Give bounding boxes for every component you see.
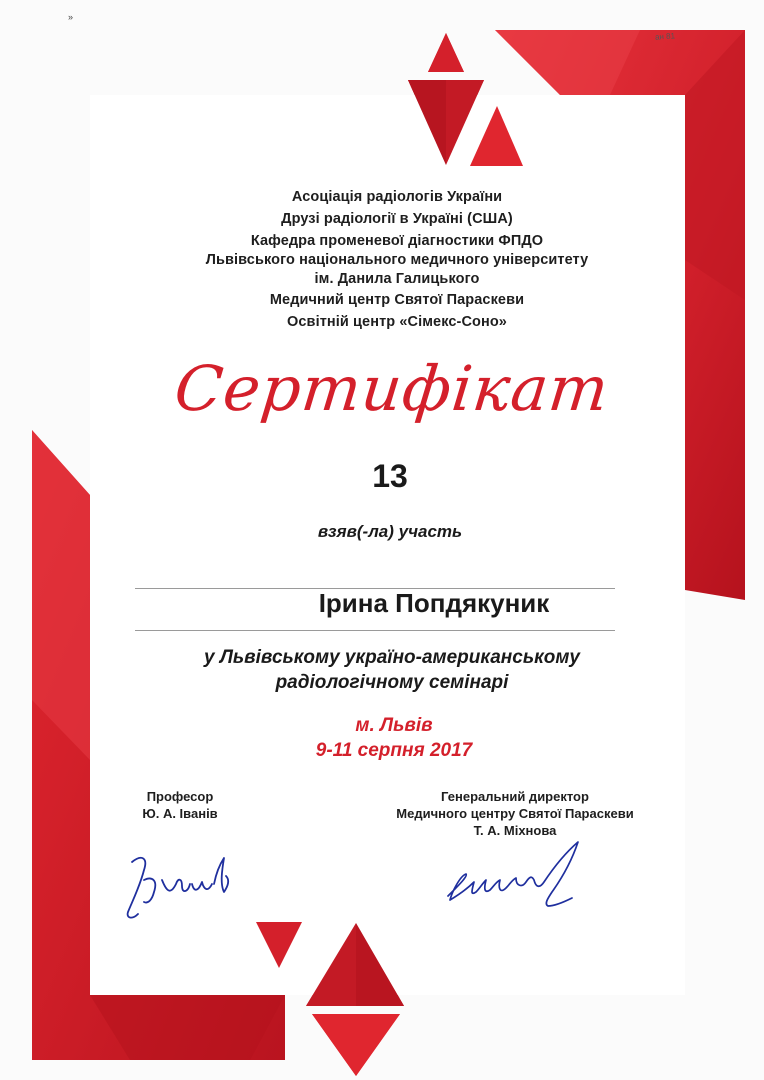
- organization-line: Асоціація радіологів України: [291, 189, 503, 205]
- signature-right: [440, 836, 590, 926]
- signatory-right-org: Медичного центру Святої Параскеви: [396, 806, 634, 821]
- recipient-name: Ірина Попдякуник: [318, 588, 550, 618]
- organizations-list: [15, 186, 764, 333]
- organization-line: Друзі радіології в Україні (США): [281, 211, 513, 227]
- participation-label: взяв(-ла) участь: [317, 522, 463, 541]
- organization-line: Львівського національного медичного університету: [205, 252, 589, 268]
- signatory-left-name: Ю. А. Іванів: [142, 806, 218, 821]
- event-description: [10, 645, 764, 695]
- organization-line: Кафедра променевої діагностики ФПДО: [250, 233, 544, 249]
- signatory-right: [380, 788, 650, 839]
- certificate-number: 13: [372, 458, 408, 494]
- organization-line: ім. Данила Галицького: [314, 271, 480, 287]
- event-place-date: [12, 713, 764, 763]
- signatory-right-title: Генеральний директор: [441, 789, 589, 804]
- certificate-title: Сертифікат: [171, 352, 613, 425]
- organization-line: Освітній центр «Сімекс-Соно»: [287, 314, 507, 330]
- signature-left: [118, 840, 238, 925]
- event-dates: 9-11 серпня 2017: [315, 740, 473, 761]
- event-city: м. Львів: [355, 715, 433, 736]
- event-line: радіологічному семінарі: [275, 672, 509, 693]
- organization-line: Медичний центр Святої Параскеви: [269, 292, 525, 308]
- signatory-left-title: Професор: [146, 789, 214, 804]
- scan-mark-top-right: ан 81: [654, 31, 676, 42]
- signatory-left: [95, 788, 265, 822]
- name-rule-bottom: [135, 630, 615, 631]
- signatory-right-name: Т. А. Міхнова: [473, 823, 557, 838]
- event-line: у Львівському україно-американському: [204, 647, 580, 668]
- bottom-logo-mark: [256, 922, 404, 1076]
- top-logo-mark: [408, 33, 523, 166]
- scan-mark-top-left: »: [68, 12, 74, 22]
